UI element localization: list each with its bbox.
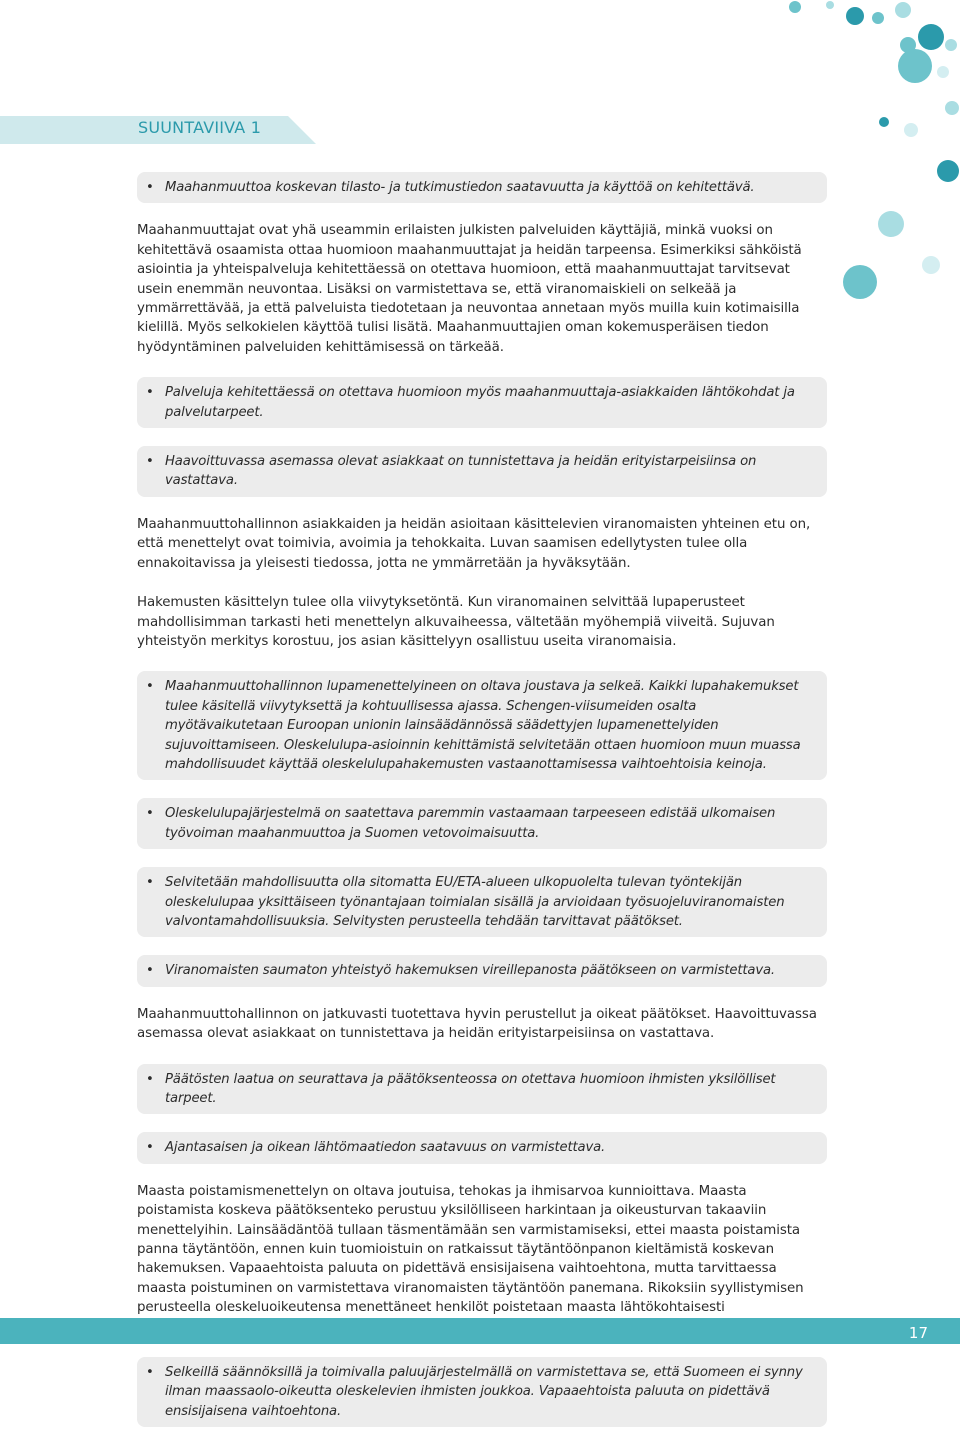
highlight-bullet: • Ajantasaisen ja oikean lähtömaatiedon saatavuus on varmistettava.	[137, 1132, 827, 1163]
decorative-dot	[895, 2, 911, 18]
body-paragraph: Maasta poistamismenettelyn on oltava joutuisa, tehokas ja ihmisarvoa kunnioittava. Maasta poistamista koskeva päätöksenteko perustuu yksilölliseen harkintaan ja oikeusturvan takaaviin menettelyihin. Lainsäädäntöä tullaan täsmentämään sen varmistamiseksi, ettei maasta poistamista panna täytäntöön, ennen kuin tuomioistuin on ratkaissut täytäntöönpanon kieltämistä koskevan hakemuksen. Vapaaehtoista paluuta on pidettävä ensisijaisena vaihtoehtona, mutta tarvittaessa maasta poistuminen on varmistettava viranomaisten täytäntöön panemana. Rikoksiin syyllistymisen perusteella oleskeluoikeutensa menettäneet henkilöt poistetaan maasta lähtökohtaisesti	[137, 1183, 804, 1316]
decorative-dot	[846, 7, 864, 25]
body-paragraph: Maahanmuuttohallinnon on jatkuvasti tuotettava hyvin perustellut ja oikeat päätökset. Haavoittuvassa asemassa olevat asiakkaat on tunnistettava ja heidän erityistarpeisiinsa on vastattava.	[137, 1006, 817, 1042]
main-content	[137, 172, 827, 1445]
highlight-bullet: • Maahanmuuttohallinnon lupamenettelyineen on oltava joustava ja selkeä. Kaikki lupahakemukset tulee käsitellä viivytyksettä ja kohtuullisessa ajassa. Schengen-viisumeiden osalta myötävaikutetaan Euroopan unionin lainsäädännössä säädettyjen lupamenettelyiden sujuvoittamiseen. Oleskelulupa-asioinnin kehittämistä selvitetään ottaen huomioon muun muassa mahdollisuudet käyttää oleskelulupahakemusten vastaanottamisessa vaihtoehtoisia keinoja.	[137, 671, 827, 780]
highlight-bullet: • Viranomaisten saumaton yhteistyö hakemuksen vireillepanosta päätökseen on varmistettava.	[137, 955, 827, 986]
decorative-dot	[879, 117, 889, 127]
decorative-dot	[945, 101, 959, 115]
highlight-bullet: • Oleskelulupajärjestelmä on saatettava paremmin vastaamaan tarpeeseen edistää ulkomaisen työvoiman maahanmuuttoa ja Suomen vetovoimaisuutta.	[137, 798, 827, 849]
highlight-bullet: • Palveluja kehitettäessä on otettava huomioon myös maahanmuuttaja-asiakkaiden lähtökohdat ja palvelutarpeet.	[137, 377, 827, 428]
decorative-dot	[945, 39, 957, 51]
decorative-dot	[922, 256, 940, 274]
body-paragraph: Maahanmuuttohallinnon asiakkaiden ja heidän asioitaan käsittelevien viranomaisten yhteinen etu on, että menettelyt ovat toimivia, avoimia ja tehokkaita. Luvan saamisen edellytysten tulee olla ennakoitavissa ja yleisesti tiedossa, jotta ne ymmärretään ja hyväksytään.	[137, 516, 811, 571]
decorative-dot	[898, 49, 932, 83]
section-title: SUUNTAVIIVA 1	[138, 118, 262, 137]
highlight-bullet: • Maahanmuuttoa koskevan tilasto- ja tutkimustiedon saatavuutta ja käyttöä on kehitettävä.	[137, 172, 827, 203]
highlight-bullet: • Päätösten laatua on seurattava ja päätöksenteossa on otettava huomioon ihmisten yksilölliset tarpeet.	[137, 1064, 827, 1115]
highlight-bullet: • Selkeillä säännöksillä ja toimivalla paluujärjestelmällä on varmistettava se, että Suomeen ei synny ilman maassaolo-oikeutta oleskelevien ihmisten joukkoa. Vapaaehtoista paluuta on pidettävä ensisijaisena vaihtoehtona.	[137, 1357, 827, 1427]
body-paragraph: Hakemusten käsittelyn tulee olla viivytyksetöntä. Kun viranomainen selvittää lupaperusteet mahdollisimman tarkasti heti menettelyn alkuvaiheessa, vältetään myöhempiä viiveitä. Sujuvan yhteistyön merkitys korostuu, jos asian käsittelyyn osallistuu useita viranomaisia.	[137, 595, 775, 649]
decorative-dot	[789, 1, 801, 13]
body-paragraph: Maahanmuuttajat ovat yhä useammin erilaisten julkisten palveluiden käyttäjiä, minkä vuoksi on kehitettävä osaamista ottaa huomioon maahanmuuttajat ja heidän tarpeensa. Esimerkiksi sähköistä asiointia ja yhteispalveluja kehitettäessä on otettava huomioon, että maahanmuuttajat tarvitsevat usein enemmän neuvontaa. Lisäksi on varmistettava se, että viranomaiskieli on selkeää ja ymmärrettävää, ja että palveluista tiedotetaan ja neuvontaa annetaan myös muilla kuin kotimaisilla kielillä. Myös selkokielen käyttöä tulisi lisätä. Maahanmuuttajien oman kokemusperäisen tiedon hyödyntäminen palveluiden kehittämisessä on tärkeää.	[137, 223, 802, 355]
page-number: 17	[908, 1324, 928, 1342]
decorative-dot	[904, 123, 918, 137]
decorative-dot	[937, 160, 959, 182]
decorative-dot	[900, 37, 916, 53]
decorative-dot	[878, 211, 904, 237]
decorative-dot	[918, 24, 944, 50]
decorative-dot	[843, 265, 877, 299]
decorative-dot	[872, 12, 884, 24]
decorative-dot	[937, 66, 949, 78]
highlight-bullet: • Haavoittuvassa asemassa olevat asiakkaat on tunnistettava ja heidän erityistarpeisiinsa on vastattava.	[137, 446, 827, 497]
footer-bar	[0, 1318, 960, 1344]
decorative-dot	[826, 1, 834, 9]
highlight-bullet: • Selvitetään mahdollisuutta olla sitomatta EU/ETA-alueen ulkopuolelta tulevan työntekijän oleskelulupaa yksittäiseen työnantajaan toimialan sisällä ja arvioidaan työsuojeluviranomaisten valvontamahdollisuuksia. Selvitysten perusteella tehdään tarvittavat päätökset.	[137, 867, 827, 937]
